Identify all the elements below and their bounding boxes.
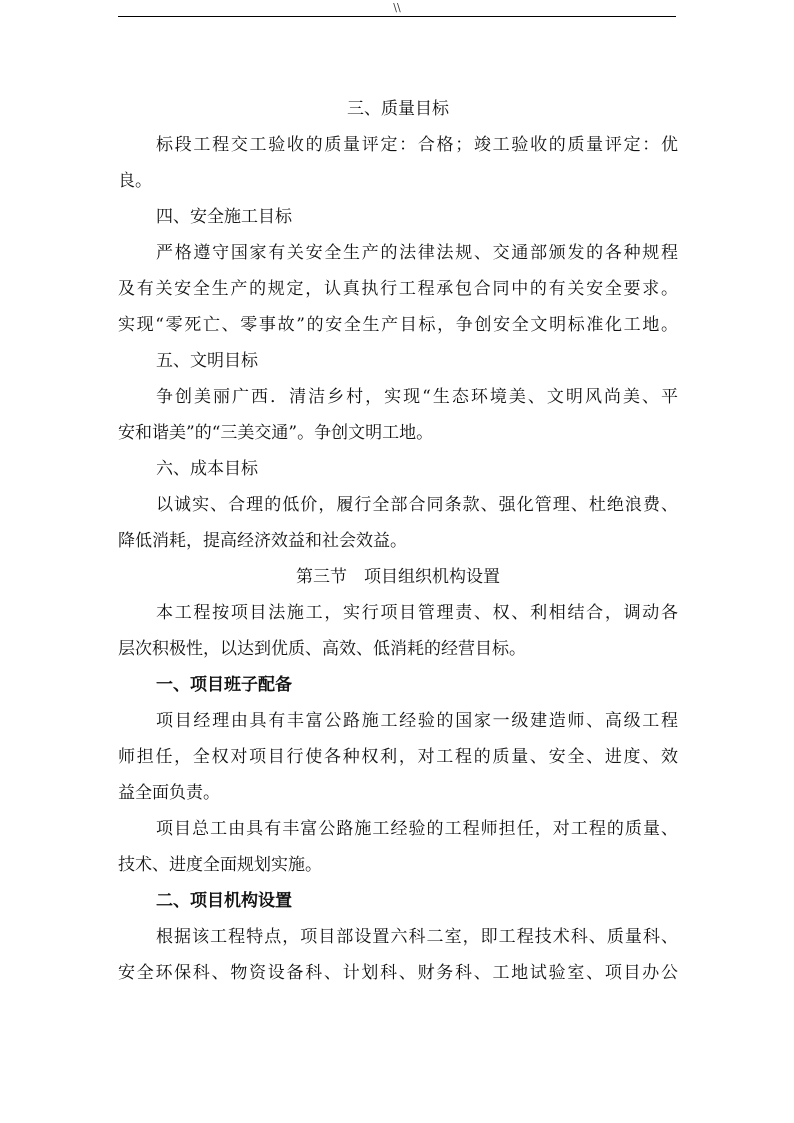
paragraph-line: 益全面负责。 [118,783,220,803]
paragraph-line: 争创美丽广西．清洁乡村，实现“生态环境美、文明风尚美、平 [156,387,678,407]
paragraph-line: 层次积极性，以达到优质、高效、低消耗的经营目标。 [118,639,526,659]
paragraph-line: 根据该工程特点，项目部设置六科二室，即工程技术科、质量科、 [156,927,678,947]
paragraph-line: 项目经理由具有丰富公路施工经验的国家一级建造师、高级工程 [156,711,678,731]
paragraph-line: 严格遵守国家有关安全生产的法律法规、交通部颁发的各种规程 [156,243,678,263]
paragraph-line: 技术、进度全面规划实施。 [118,855,322,875]
section-heading-quality: 三、质量目标 [347,99,449,119]
header-rule [118,16,676,17]
header-mark: \\ [393,1,401,14]
paragraph-line: 实现“零死亡、零事故”的安全生产目标，争创安全文明标准化工地。 [118,315,678,335]
paragraph-line: 及有关安全生产的规定，认真执行工程承包合同中的有关安全要求。 [118,279,678,299]
document-body [118,91,678,991]
section-heading-team: 一、项目班子配备 [156,675,292,695]
paragraph-line: 本工程按项目法施工，实行项目管理责、权、利相结合，调动各 [156,603,678,623]
section-heading-safety: 四、安全施工目标 [156,207,292,227]
paragraph-line: 安和谐美”的“三美交通”。争创文明工地。 [118,423,434,443]
paragraph-line: 安全环保科、物资设备科、计划科、财务科、工地试验室、项目办公 [118,963,678,983]
section-heading-civilized: 五、文明目标 [156,351,258,371]
paragraph-line: 良。 [118,171,152,191]
paragraph-line: 师担任，全权对项目行使各种权利，对工程的质量、安全、进度、效 [118,747,678,767]
paragraph-line: 标段工程交工验收的质量评定：合格；竣工验收的质量评定：优 [156,135,678,155]
section-heading-structure: 二、项目机构设置 [156,891,292,911]
section-heading-cost: 六、成本目标 [156,459,258,479]
paragraph-line: 降低消耗，提高经济效益和社会效益。 [118,531,407,551]
paragraph-line: 以诚实、合理的低价，履行全部合同条款、强化管理、杜绝浪费、 [156,495,678,515]
chapter-heading-organization: 第三节 项目组织机构设置 [296,567,500,587]
paragraph-line: 项目总工由具有丰富公路施工经验的工程师担任，对工程的质量、 [156,819,678,839]
